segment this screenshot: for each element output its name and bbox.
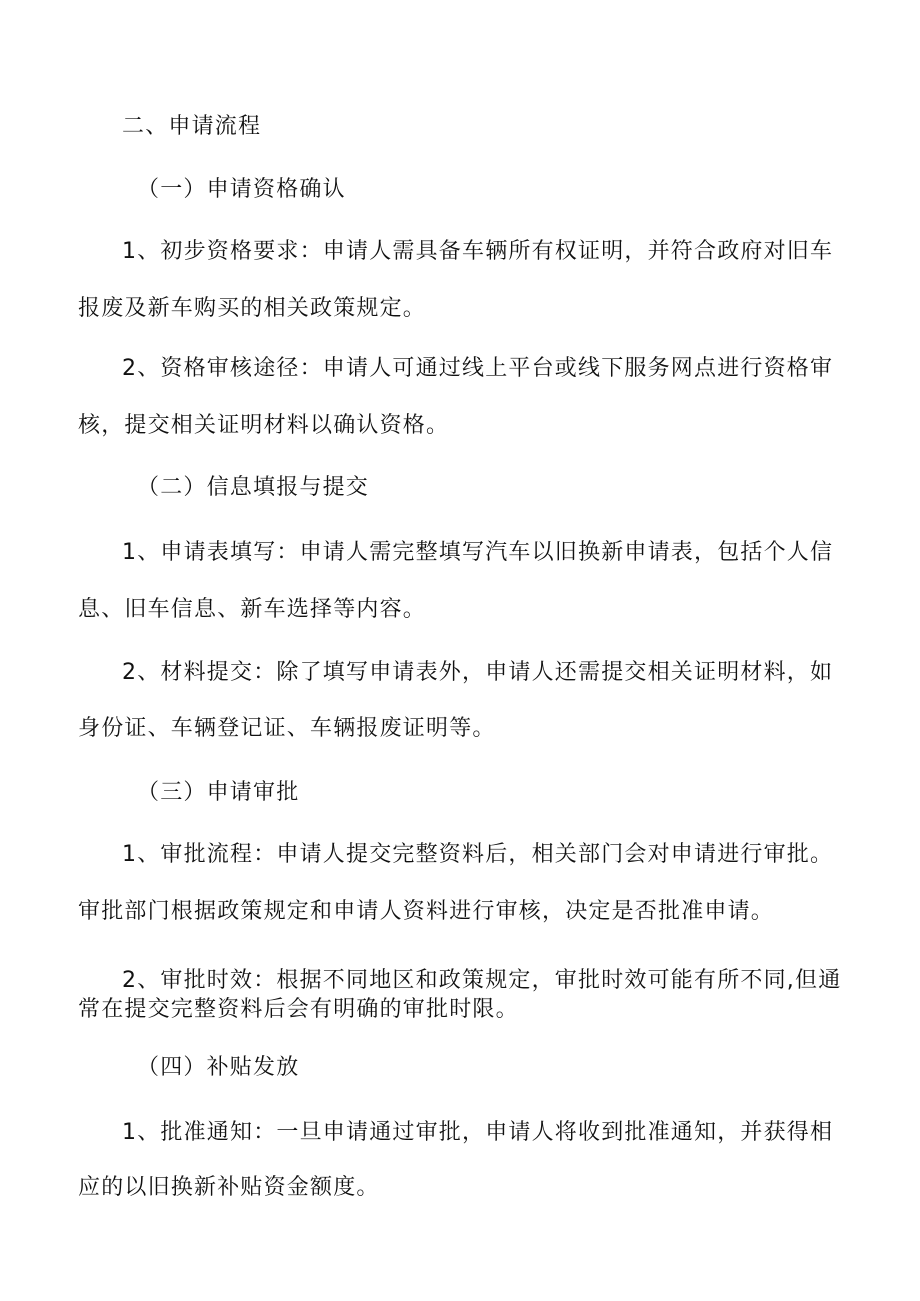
paragraph-1-2-line-1: 2、资格审核途径：申请人可通过线上平台或线下服务网点进行资格审 (122, 356, 834, 381)
paragraph-1-1-line-1: 1、初步资格要求：申请人需具备车辆所有权证明，并符合政府对旧车 (122, 239, 834, 264)
paragraph-2-2-line-2: 身份证、车辆登记证、车辆报废证明等。 (78, 716, 496, 741)
paragraph-1-1-line-2: 报废及新车购买的相关政策规定。 (78, 296, 427, 321)
paragraph-4-1-line-2: 应的以旧换新补贴资金额度。 (78, 1175, 380, 1200)
paragraph-2-1-line-1: 1、申请表填写：申请人需完整填写汽车以旧换新申请表，包括个人信 (122, 540, 834, 565)
paragraph-3-2-line-2: 常在提交完整资料后会有明确的审批时限。 (78, 997, 519, 1022)
subsection-heading-3: （三）申请审批 (137, 780, 300, 805)
section-title: 二、申请流程 (122, 114, 262, 139)
subsection-heading-2: （二）信息填报与提交 (137, 475, 370, 500)
paragraph-4-1-line-1: 1、批准通知：一旦申请通过审批，申请人将收到批准通知，并获得相 (122, 1120, 834, 1145)
paragraph-3-2-line-1: 2、审批时效：根据不同地区和政策规定，审批时效可能有所不同,但通 (122, 968, 842, 993)
paragraph-1-2-line-2: 核，提交相关证明材料以确认资格。 (78, 413, 450, 438)
subsection-heading-1: （一）申请资格确认 (137, 177, 346, 202)
subsection-heading-4: （四）补贴发放 (137, 1055, 300, 1080)
paragraph-3-1-line-2: 审批部门根据政策规定和申请人资料进行审核，决定是否批准申请。 (78, 899, 775, 924)
paragraph-3-1-line-1: 1、审批流程：申请人提交完整资料后，相关部门会对申请进行审批。 (122, 842, 834, 867)
paragraph-2-1-line-2: 息、旧车信息、新车选择等内容。 (78, 597, 427, 622)
paragraph-2-2-line-1: 2、材料提交：除了填写申请表外，申请人还需提交相关证明材料，如 (122, 660, 834, 685)
